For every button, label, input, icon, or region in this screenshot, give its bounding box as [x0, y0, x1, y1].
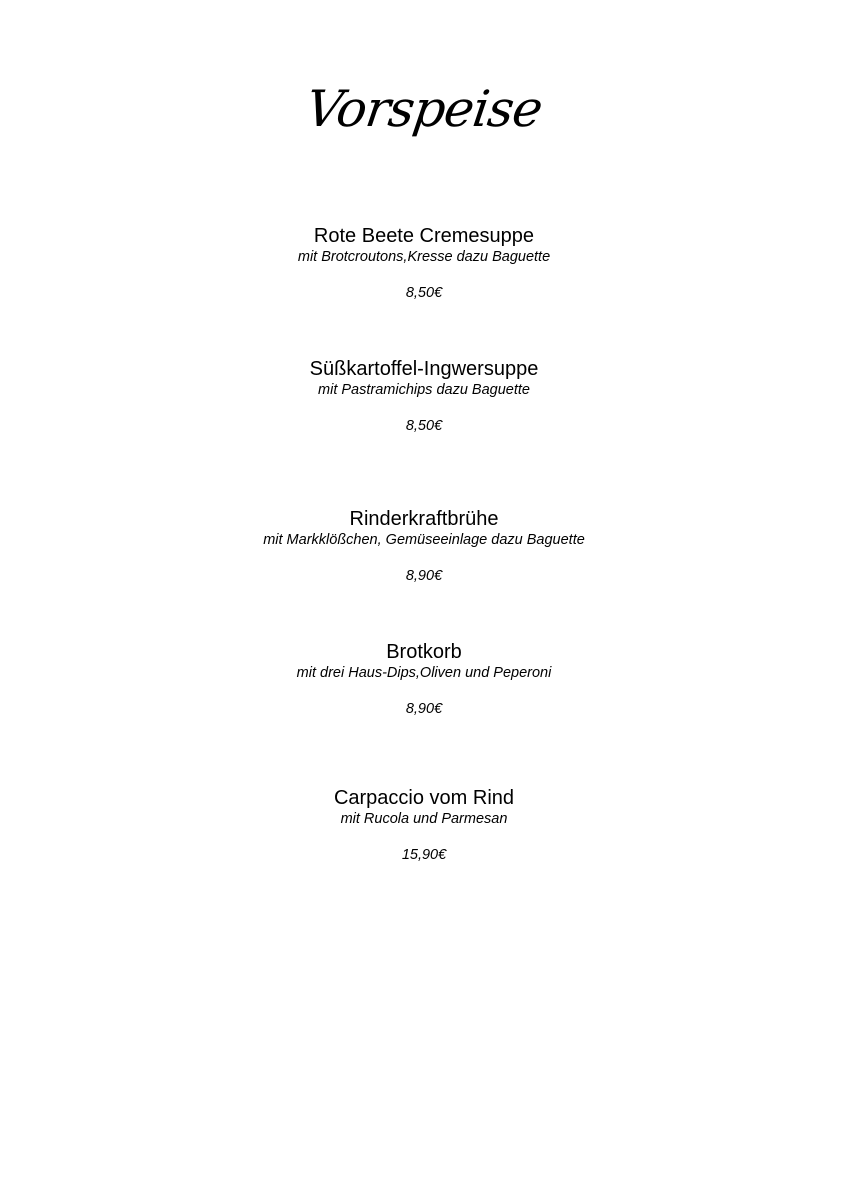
menu-item-description: mit Brotcroutons,Kresse dazu Baguette	[297, 249, 551, 265]
menu-item	[0, 357, 848, 435]
menu-item	[0, 224, 848, 302]
menu-item	[0, 507, 848, 585]
menu-item-name: Süßkartoffel-Ingwersuppe	[309, 358, 539, 380]
menu-item-name: Brotkorb	[386, 641, 462, 663]
menu-item-name: Rinderkraftbrühe	[349, 508, 499, 530]
menu-item-price: 8,50€	[405, 418, 443, 434]
menu-item-description: mit Rucola und Parmesan	[340, 811, 508, 827]
menu-item	[0, 640, 848, 718]
menu-item-price: 8,90€	[405, 568, 443, 584]
menu-item	[0, 786, 848, 864]
menu-item-description: mit Pastramichips dazu Baguette	[318, 382, 530, 398]
menu-item-price: 15,90€	[401, 847, 447, 863]
page-title: Vorspeise	[302, 80, 546, 138]
menu-item-description: mit Markklößchen, Gemüseeinlage dazu Baguette	[263, 532, 585, 548]
menu-item-name: Rote Beete Cremesuppe	[313, 225, 535, 247]
menu-item-price: 8,50€	[405, 285, 443, 301]
menu-item-name: Carpaccio vom Rind	[333, 787, 515, 809]
menu-item-description: mit drei Haus-Dips,Oliven und Peperoni	[296, 665, 552, 681]
menu-item-price: 8,90€	[405, 701, 443, 717]
